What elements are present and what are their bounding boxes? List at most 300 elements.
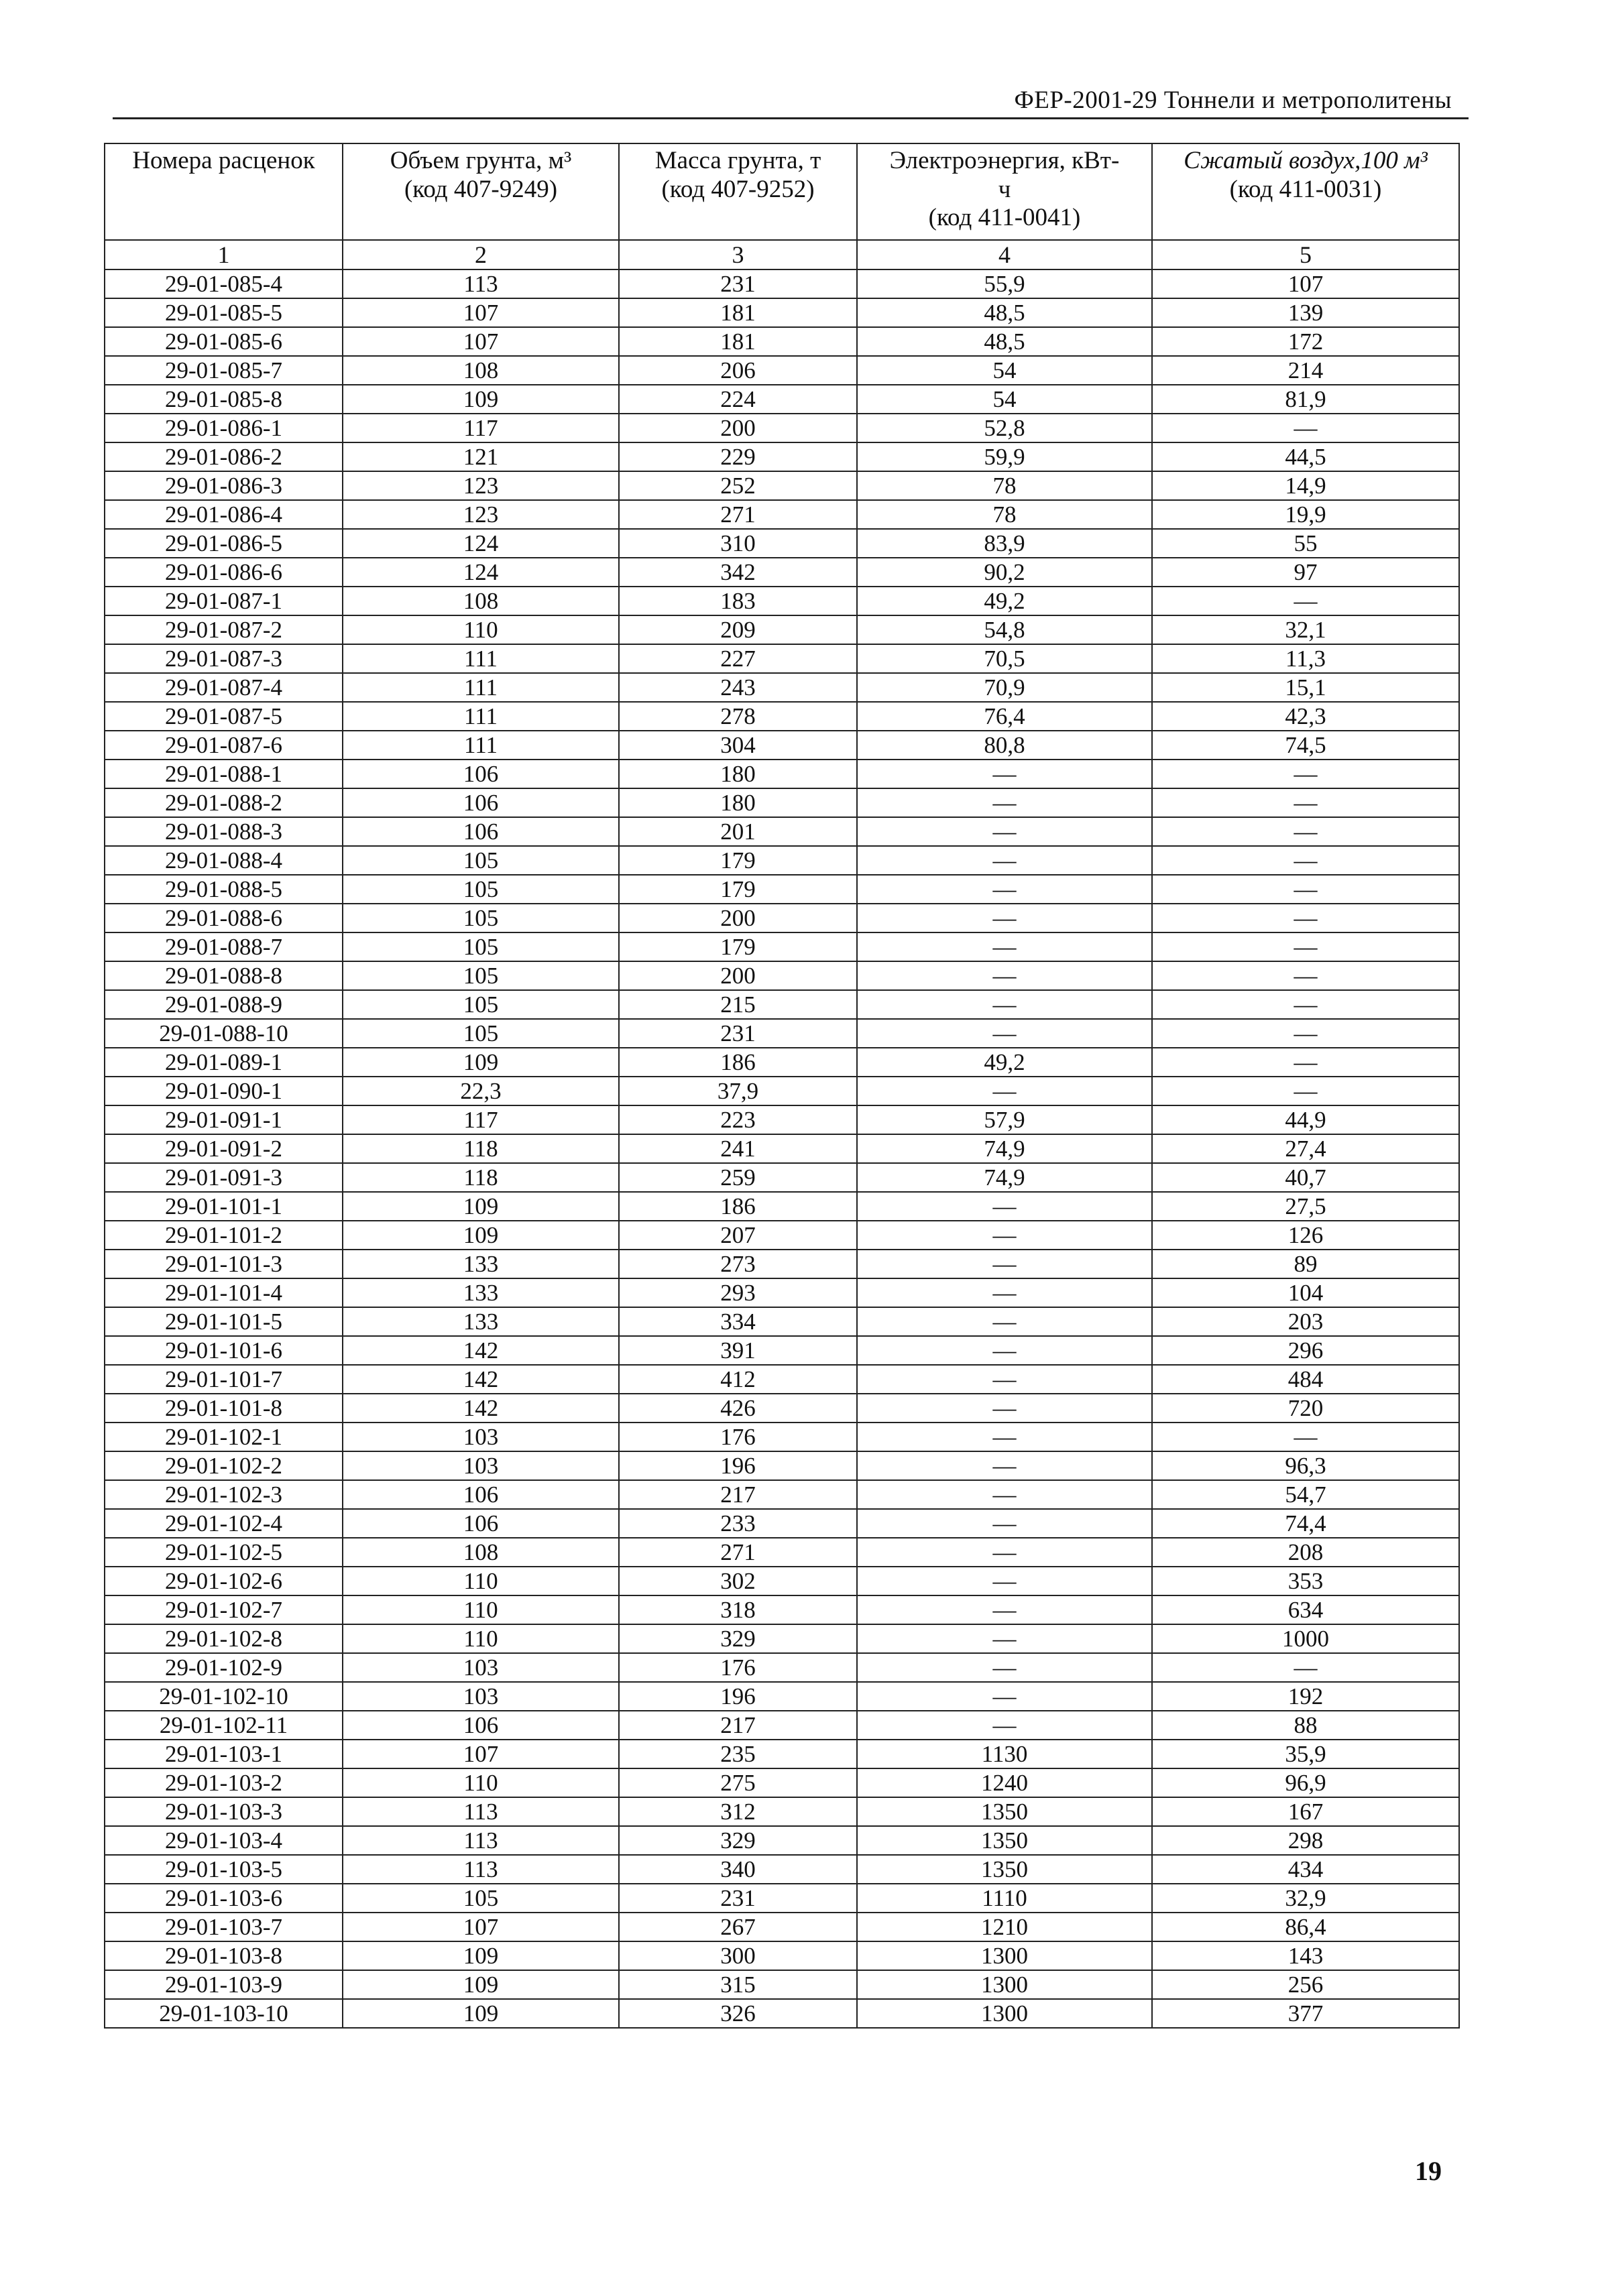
compressed-air-cell: 89: [1152, 1250, 1459, 1278]
soil-mass-cell: 200: [619, 414, 857, 442]
soil-volume-cell: 103: [343, 1423, 619, 1451]
table-row: [105, 1653, 1459, 1682]
soil-mass-cell: 278: [619, 702, 857, 731]
rate-number-cell: 29-01-087-4: [105, 673, 343, 702]
electricity-cell: 70,5: [857, 644, 1152, 673]
rate-number-cell: 29-01-088-9: [105, 990, 343, 1019]
soil-mass-cell: 231: [619, 1019, 857, 1048]
rate-number-cell: 29-01-085-6: [105, 327, 343, 356]
compressed-air-cell: 44,9: [1152, 1105, 1459, 1134]
soil-volume-cell: 109: [343, 385, 619, 414]
soil-volume-cell: 108: [343, 587, 619, 615]
table-row: [105, 1019, 1459, 1048]
compressed-air-cell: 104: [1152, 1278, 1459, 1307]
table-row: [105, 1538, 1459, 1567]
rate-number-cell: 29-01-086-4: [105, 500, 343, 529]
table-row: [105, 1768, 1459, 1797]
table-row: [105, 817, 1459, 846]
compressed-air-cell: —: [1152, 414, 1459, 442]
soil-mass-cell: 426: [619, 1394, 857, 1423]
rate-number-cell: 29-01-101-2: [105, 1221, 343, 1250]
soil-mass-cell: 196: [619, 1451, 857, 1480]
compressed-air-cell: 55: [1152, 529, 1459, 558]
soil-mass-cell: 412: [619, 1365, 857, 1394]
soil-volume-cell: 105: [343, 1884, 619, 1913]
soil-mass-cell: 176: [619, 1653, 857, 1682]
soil-mass-cell: 241: [619, 1134, 857, 1163]
table-row: [105, 1682, 1459, 1711]
compressed-air-cell: 208: [1152, 1538, 1459, 1567]
electricity-cell: —: [857, 1451, 1152, 1480]
table-row: [105, 385, 1459, 414]
table-row: [105, 1105, 1459, 1134]
soil-volume-cell: 118: [343, 1163, 619, 1192]
electricity-cell: —: [857, 1595, 1152, 1624]
rate-number-cell: 29-01-102-9: [105, 1653, 343, 1682]
rate-number-cell: 29-01-103-1: [105, 1740, 343, 1768]
soil-mass-cell: 223: [619, 1105, 857, 1134]
rate-number-cell: 29-01-086-5: [105, 529, 343, 558]
rate-number-cell: 29-01-101-4: [105, 1278, 343, 1307]
soil-volume-cell: 109: [343, 1048, 619, 1077]
soil-mass-cell: 176: [619, 1423, 857, 1451]
table-row: [105, 644, 1459, 673]
soil-volume-cell: 106: [343, 817, 619, 846]
soil-mass-cell: 312: [619, 1797, 857, 1826]
soil-volume-cell: 121: [343, 442, 619, 471]
rates-table: [104, 143, 1460, 2029]
table-row: [105, 846, 1459, 875]
electricity-cell: —: [857, 961, 1152, 990]
rate-number-cell: 29-01-102-5: [105, 1538, 343, 1567]
rate-number-cell: 29-01-086-6: [105, 558, 343, 587]
compressed-air-cell: 19,9: [1152, 500, 1459, 529]
document-header-title: ФЕР-2001-29 Тоннели и метрополитены: [1014, 86, 1452, 114]
table-row: [105, 327, 1459, 356]
soil-mass-cell: 224: [619, 385, 857, 414]
soil-mass-cell: 304: [619, 731, 857, 760]
compressed-air-cell: 167: [1152, 1797, 1459, 1826]
electricity-cell: 90,2: [857, 558, 1152, 587]
compressed-air-cell: 214: [1152, 356, 1459, 385]
soil-volume-cell: 106: [343, 1711, 619, 1740]
soil-volume-cell: 106: [343, 760, 619, 788]
soil-mass-cell: 243: [619, 673, 857, 702]
electricity-cell: 1210: [857, 1913, 1152, 1941]
compressed-air-cell: 298: [1152, 1826, 1459, 1855]
table-row: [105, 414, 1459, 442]
rate-number-cell: 29-01-088-7: [105, 932, 343, 961]
rate-number-cell: 29-01-101-5: [105, 1307, 343, 1336]
table-row: [105, 1595, 1459, 1624]
electricity-cell: —: [857, 1250, 1152, 1278]
soil-volume-cell: 107: [343, 298, 619, 327]
soil-mass-cell: 334: [619, 1307, 857, 1336]
electricity-cell: —: [857, 1192, 1152, 1221]
table-row: [105, 1077, 1459, 1105]
table-row: [105, 1336, 1459, 1365]
soil-volume-cell: 124: [343, 529, 619, 558]
soil-mass-cell: 275: [619, 1768, 857, 1797]
electricity-cell: —: [857, 1624, 1152, 1653]
compressed-air-cell: —: [1152, 932, 1459, 961]
rate-number-cell: 29-01-088-2: [105, 788, 343, 817]
rate-number-cell: 29-01-086-1: [105, 414, 343, 442]
electricity-cell: 78: [857, 500, 1152, 529]
electricity-cell: 54: [857, 385, 1152, 414]
electricity-cell: 1240: [857, 1768, 1152, 1797]
column-number: 2: [343, 240, 619, 269]
table-row: [105, 298, 1459, 327]
electricity-cell: —: [857, 1567, 1152, 1595]
soil-mass-cell: 273: [619, 1250, 857, 1278]
soil-volume-cell: 110: [343, 1624, 619, 1653]
soil-volume-cell: 108: [343, 356, 619, 385]
rate-number-cell: 29-01-085-8: [105, 385, 343, 414]
table-row: [105, 990, 1459, 1019]
electricity-cell: 52,8: [857, 414, 1152, 442]
compressed-air-cell: 15,1: [1152, 673, 1459, 702]
soil-mass-cell: 180: [619, 788, 857, 817]
rate-number-cell: 29-01-102-6: [105, 1567, 343, 1595]
soil-volume-cell: 133: [343, 1250, 619, 1278]
rate-number-cell: 29-01-102-11: [105, 1711, 343, 1740]
compressed-air-cell: 434: [1152, 1855, 1459, 1884]
electricity-cell: 1350: [857, 1797, 1152, 1826]
compressed-air-cell: 484: [1152, 1365, 1459, 1394]
soil-volume-cell: 110: [343, 615, 619, 644]
table-row: [105, 1365, 1459, 1394]
electricity-cell: —: [857, 760, 1152, 788]
compressed-air-cell: 32,9: [1152, 1884, 1459, 1913]
table-row: [105, 1567, 1459, 1595]
soil-mass-cell: 318: [619, 1595, 857, 1624]
rate-number-cell: 29-01-101-6: [105, 1336, 343, 1365]
rate-number-cell: 29-01-101-3: [105, 1250, 343, 1278]
soil-volume-cell: 105: [343, 904, 619, 932]
soil-volume-cell: 110: [343, 1768, 619, 1797]
electricity-cell: 49,2: [857, 587, 1152, 615]
electricity-cell: —: [857, 1509, 1152, 1538]
soil-volume-cell: 142: [343, 1336, 619, 1365]
column-header-soil-mass: Масса грунта, т (код 407-9252): [619, 143, 857, 240]
soil-mass-cell: 310: [619, 529, 857, 558]
soil-volume-cell: 109: [343, 1192, 619, 1221]
soil-mass-cell: 186: [619, 1048, 857, 1077]
soil-volume-cell: 108: [343, 1538, 619, 1567]
compressed-air-cell: 88: [1152, 1711, 1459, 1740]
soil-mass-cell: 271: [619, 1538, 857, 1567]
electricity-cell: 48,5: [857, 298, 1152, 327]
table-row: [105, 1278, 1459, 1307]
table-row: [105, 1740, 1459, 1768]
soil-volume-cell: 133: [343, 1278, 619, 1307]
column-number-row: [105, 240, 1459, 269]
table-row: [105, 1307, 1459, 1336]
table-row: [105, 1451, 1459, 1480]
electricity-cell: 1350: [857, 1855, 1152, 1884]
compressed-air-cell: —: [1152, 817, 1459, 846]
rate-number-cell: 29-01-088-8: [105, 961, 343, 990]
compressed-air-cell: —: [1152, 760, 1459, 788]
soil-mass-cell: 186: [619, 1192, 857, 1221]
compressed-air-cell: 353: [1152, 1567, 1459, 1595]
soil-mass-cell: 252: [619, 471, 857, 500]
electricity-cell: 74,9: [857, 1134, 1152, 1163]
soil-mass-cell: 207: [619, 1221, 857, 1250]
soil-mass-cell: 209: [619, 615, 857, 644]
compressed-air-cell: 107: [1152, 269, 1459, 298]
compressed-air-cell: 40,7: [1152, 1163, 1459, 1192]
electricity-cell: —: [857, 1653, 1152, 1682]
table-row: [105, 500, 1459, 529]
soil-volume-cell: 107: [343, 1913, 619, 1941]
compressed-air-cell: 377: [1152, 1999, 1459, 2028]
electricity-cell: 78: [857, 471, 1152, 500]
soil-volume-cell: 124: [343, 558, 619, 587]
table-row: [105, 615, 1459, 644]
table-row: [105, 1221, 1459, 1250]
electricity-cell: —: [857, 1394, 1152, 1423]
electricity-cell: —: [857, 1336, 1152, 1365]
soil-volume-cell: 109: [343, 1221, 619, 1250]
electricity-cell: —: [857, 1307, 1152, 1336]
table-row: [105, 731, 1459, 760]
soil-mass-cell: 181: [619, 298, 857, 327]
compressed-air-cell: —: [1152, 875, 1459, 904]
table-row: [105, 558, 1459, 587]
table-row: [105, 1970, 1459, 1999]
soil-volume-cell: 106: [343, 788, 619, 817]
rate-number-cell: 29-01-102-4: [105, 1509, 343, 1538]
table-row: [105, 1624, 1459, 1653]
electricity-cell: —: [857, 990, 1152, 1019]
electricity-cell: 83,9: [857, 529, 1152, 558]
rate-number-cell: 29-01-088-4: [105, 846, 343, 875]
electricity-cell: 54,8: [857, 615, 1152, 644]
electricity-cell: 76,4: [857, 702, 1152, 731]
soil-mass-cell: 391: [619, 1336, 857, 1365]
soil-mass-cell: 196: [619, 1682, 857, 1711]
electricity-cell: 70,9: [857, 673, 1152, 702]
table-body: [105, 269, 1459, 2028]
electricity-cell: —: [857, 846, 1152, 875]
table-row: [105, 788, 1459, 817]
rate-number-cell: 29-01-102-3: [105, 1480, 343, 1509]
table-row: [105, 1855, 1459, 1884]
table-row: [105, 1250, 1459, 1278]
table-row: [105, 1480, 1459, 1509]
rate-number-cell: 29-01-103-10: [105, 1999, 343, 2028]
compressed-air-cell: 126: [1152, 1221, 1459, 1250]
column-number: 3: [619, 240, 857, 269]
compressed-air-cell: 720: [1152, 1394, 1459, 1423]
rate-number-cell: 29-01-091-3: [105, 1163, 343, 1192]
soil-volume-cell: 106: [343, 1480, 619, 1509]
soil-mass-cell: 215: [619, 990, 857, 1019]
table-row: [105, 442, 1459, 471]
electricity-cell: 1110: [857, 1884, 1152, 1913]
compressed-air-cell: —: [1152, 961, 1459, 990]
rate-number-cell: 29-01-103-3: [105, 1797, 343, 1826]
soil-mass-cell: 179: [619, 875, 857, 904]
rate-number-cell: 29-01-103-8: [105, 1941, 343, 1970]
soil-mass-cell: 267: [619, 1913, 857, 1941]
compressed-air-cell: 143: [1152, 1941, 1459, 1970]
table-row: [105, 1394, 1459, 1423]
soil-mass-cell: 300: [619, 1941, 857, 1970]
compressed-air-cell: 35,9: [1152, 1740, 1459, 1768]
table-row: [105, 932, 1459, 961]
soil-volume-cell: 106: [343, 1509, 619, 1538]
compressed-air-cell: —: [1152, 1423, 1459, 1451]
header-rule: [113, 117, 1469, 119]
soil-mass-cell: 340: [619, 1855, 857, 1884]
soil-mass-cell: 271: [619, 500, 857, 529]
compressed-air-cell: 203: [1152, 1307, 1459, 1336]
electricity-cell: —: [857, 1423, 1152, 1451]
table-row: [105, 1509, 1459, 1538]
soil-volume-cell: 123: [343, 500, 619, 529]
compressed-air-cell: 74,4: [1152, 1509, 1459, 1538]
rate-number-cell: 29-01-085-7: [105, 356, 343, 385]
table-row: [105, 1163, 1459, 1192]
soil-volume-cell: 105: [343, 932, 619, 961]
soil-mass-cell: 302: [619, 1567, 857, 1595]
compressed-air-cell: 1000: [1152, 1624, 1459, 1653]
rate-number-cell: 29-01-103-7: [105, 1913, 343, 1941]
electricity-cell: 1300: [857, 1999, 1152, 2028]
electricity-cell: 49,2: [857, 1048, 1152, 1077]
column-header-soil-volume: Объем грунта, м³ (код 407-9249): [343, 143, 619, 240]
table-row: [105, 529, 1459, 558]
table-row: [105, 1134, 1459, 1163]
compressed-air-cell: 256: [1152, 1970, 1459, 1999]
rate-number-cell: 29-01-102-7: [105, 1595, 343, 1624]
soil-volume-cell: 123: [343, 471, 619, 500]
rate-number-cell: 29-01-102-1: [105, 1423, 343, 1451]
soil-volume-cell: 109: [343, 1941, 619, 1970]
soil-mass-cell: 326: [619, 1999, 857, 2028]
rate-number-cell: 29-01-091-2: [105, 1134, 343, 1163]
soil-volume-cell: 105: [343, 1019, 619, 1048]
rate-number-cell: 29-01-090-1: [105, 1077, 343, 1105]
compressed-air-cell: —: [1152, 788, 1459, 817]
compressed-air-cell: 296: [1152, 1336, 1459, 1365]
soil-volume-cell: 103: [343, 1653, 619, 1682]
soil-mass-cell: 233: [619, 1509, 857, 1538]
table-row: [105, 1423, 1459, 1451]
soil-mass-cell: 183: [619, 587, 857, 615]
soil-mass-cell: 231: [619, 1884, 857, 1913]
rate-number-cell: 29-01-088-3: [105, 817, 343, 846]
compressed-air-cell: —: [1152, 1653, 1459, 1682]
soil-volume-cell: 142: [343, 1365, 619, 1394]
compressed-air-cell: —: [1152, 990, 1459, 1019]
compressed-air-cell: 86,4: [1152, 1913, 1459, 1941]
compressed-air-cell: 96,9: [1152, 1768, 1459, 1797]
table-row: [105, 760, 1459, 788]
soil-volume-cell: 113: [343, 1855, 619, 1884]
rate-number-cell: 29-01-085-4: [105, 269, 343, 298]
column-number: 4: [857, 240, 1152, 269]
soil-volume-cell: 111: [343, 702, 619, 731]
electricity-cell: —: [857, 1682, 1152, 1711]
compressed-air-cell: —: [1152, 587, 1459, 615]
table-row: [105, 961, 1459, 990]
soil-volume-cell: 142: [343, 1394, 619, 1423]
soil-mass-cell: 200: [619, 961, 857, 990]
rate-number-cell: 29-01-102-10: [105, 1682, 343, 1711]
soil-mass-cell: 293: [619, 1278, 857, 1307]
rate-number-cell: 29-01-088-5: [105, 875, 343, 904]
column-header-compressed-air: Сжатый воздух,100 м³ (код 411-0031): [1152, 143, 1459, 240]
compressed-air-cell: 44,5: [1152, 442, 1459, 471]
compressed-air-cell: 139: [1152, 298, 1459, 327]
soil-mass-cell: 259: [619, 1163, 857, 1192]
compressed-air-cell: 42,3: [1152, 702, 1459, 731]
soil-mass-cell: 342: [619, 558, 857, 587]
soil-volume-cell: 113: [343, 1826, 619, 1855]
table-row: [105, 1999, 1459, 2028]
soil-volume-cell: 110: [343, 1595, 619, 1624]
electricity-cell: 1300: [857, 1970, 1152, 1999]
rate-number-cell: 29-01-102-8: [105, 1624, 343, 1653]
electricity-cell: —: [857, 904, 1152, 932]
soil-mass-cell: 200: [619, 904, 857, 932]
column-header-rate-numbers: Номера расценок: [105, 143, 343, 240]
table-row: [105, 1913, 1459, 1941]
table-row: [105, 702, 1459, 731]
rate-number-cell: 29-01-103-2: [105, 1768, 343, 1797]
compressed-air-cell: 27,4: [1152, 1134, 1459, 1163]
rate-number-cell: 29-01-088-1: [105, 760, 343, 788]
electricity-cell: —: [857, 1480, 1152, 1509]
table-row: [105, 269, 1459, 298]
electricity-cell: —: [857, 1019, 1152, 1048]
soil-volume-cell: 107: [343, 327, 619, 356]
soil-volume-cell: 105: [343, 875, 619, 904]
rate-number-cell: 29-01-086-2: [105, 442, 343, 471]
soil-volume-cell: 109: [343, 1970, 619, 1999]
soil-mass-cell: 217: [619, 1480, 857, 1509]
electricity-cell: —: [857, 1365, 1152, 1394]
electricity-cell: 74,9: [857, 1163, 1152, 1192]
electricity-cell: 1130: [857, 1740, 1152, 1768]
soil-mass-cell: 179: [619, 932, 857, 961]
table-row: [105, 1192, 1459, 1221]
column-number: 1: [105, 240, 343, 269]
soil-volume-cell: 22,3: [343, 1077, 619, 1105]
soil-mass-cell: 235: [619, 1740, 857, 1768]
soil-mass-cell: 229: [619, 442, 857, 471]
table-row: [105, 471, 1459, 500]
electricity-cell: —: [857, 875, 1152, 904]
soil-mass-cell: 231: [619, 269, 857, 298]
compressed-air-cell: —: [1152, 904, 1459, 932]
compressed-air-cell: —: [1152, 846, 1459, 875]
soil-mass-cell: 217: [619, 1711, 857, 1740]
column-number: 5: [1152, 240, 1459, 269]
soil-volume-cell: 110: [343, 1567, 619, 1595]
rate-number-cell: 29-01-087-6: [105, 731, 343, 760]
table-row: [105, 1797, 1459, 1826]
rate-number-cell: 29-01-103-9: [105, 1970, 343, 1999]
rate-number-cell: 29-01-088-10: [105, 1019, 343, 1048]
electricity-cell: —: [857, 1538, 1152, 1567]
soil-mass-cell: 201: [619, 817, 857, 846]
soil-mass-cell: 181: [619, 327, 857, 356]
